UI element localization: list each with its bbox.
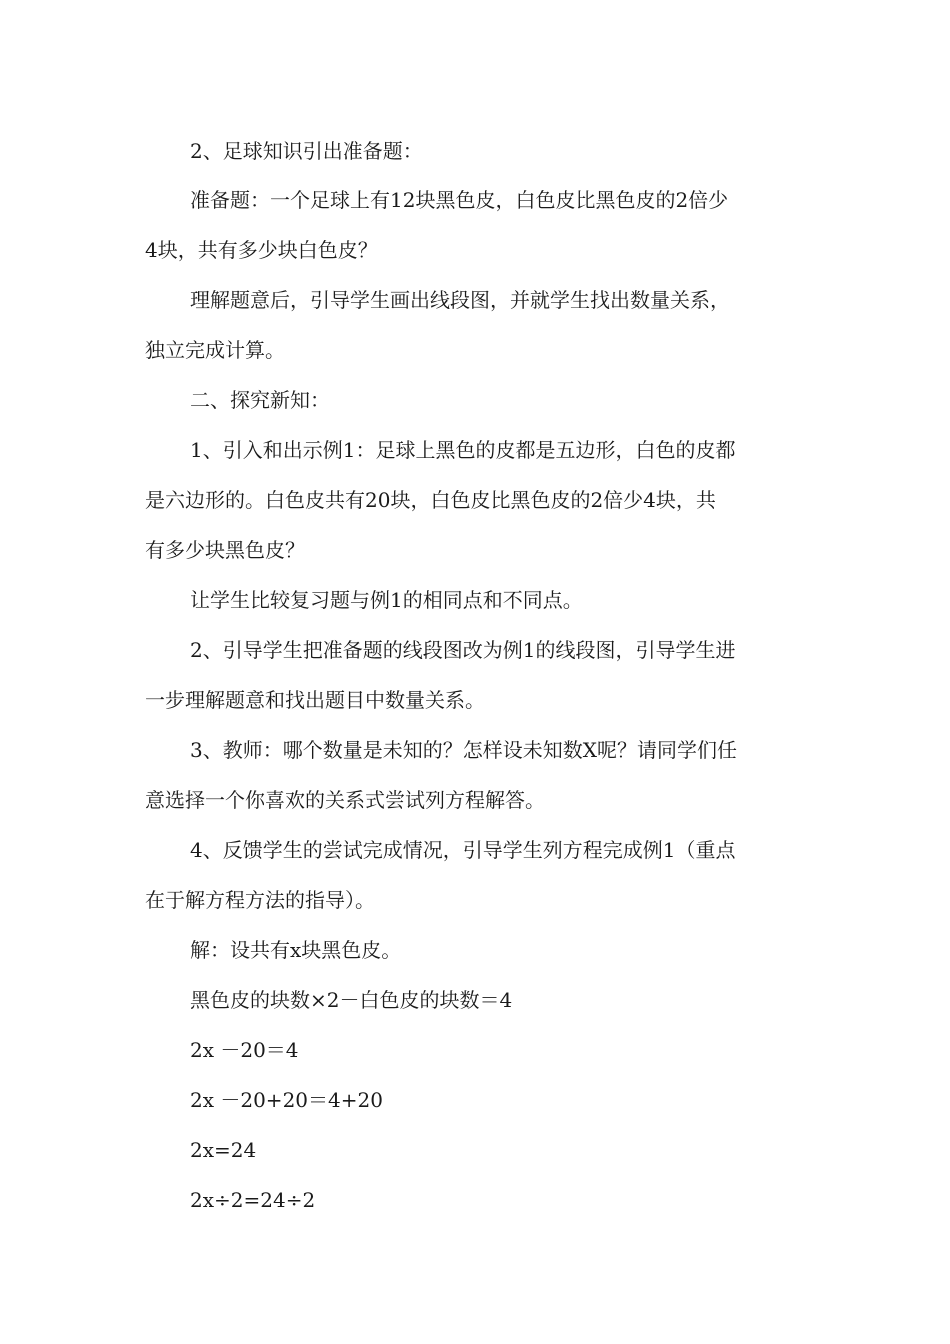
- text-line: 1、引入和出示例1：足球上黑色的皮都是五边形，白色的皮都: [190, 438, 736, 462]
- text-line: 4块，共有多少块白色皮？: [145, 238, 378, 262]
- text-line: 是六边形的。白色皮共有20块，白色皮比黑色皮的2倍少4块，共: [145, 488, 716, 512]
- text-line: 在于解方程方法的指导）。: [145, 888, 375, 912]
- equation-line: 2x÷2=24÷2: [190, 1188, 316, 1212]
- text-line: 让学生比较复习题与例1的相同点和不同点。: [190, 588, 583, 612]
- text-line: 准备题：一个足球上有12块黑色皮，白色皮比黑色皮的2倍少: [190, 188, 729, 212]
- text-line: 有多少块黑色皮？: [145, 538, 305, 562]
- text-line: 解：设共有x块黑色皮。: [190, 938, 402, 962]
- text-line: 2、引导学生把准备题的线段图改为例1的线段图，引导学生进: [190, 638, 736, 662]
- text-line: 2、足球知识引出准备题：: [190, 139, 423, 163]
- equation-line: 2x －20＝4: [190, 1038, 299, 1062]
- equation-line: 黑色皮的块数×2－白色皮的块数＝4: [190, 988, 513, 1012]
- section-heading: 二、探究新知：: [190, 388, 330, 412]
- equation-line: 2x －20+20＝4+20: [190, 1088, 383, 1112]
- text-line: 意选择一个你喜欢的关系式尝试列方程解答。: [145, 788, 545, 812]
- text-line: 独立完成计算。: [145, 338, 285, 362]
- equation-line: 2x=24: [190, 1138, 257, 1162]
- text-line: 4、反馈学生的尝试完成情况，引导学生列方程完成例1（重点: [190, 838, 736, 862]
- text-line: 3、教师：哪个数量是未知的？怎样设未知数X呢？请同学们任: [190, 738, 737, 762]
- text-line: 一步理解题意和找出题目中数量关系。: [145, 688, 485, 712]
- text-line: 理解题意后，引导学生画出线段图，并就学生找出数量关系，: [190, 288, 730, 312]
